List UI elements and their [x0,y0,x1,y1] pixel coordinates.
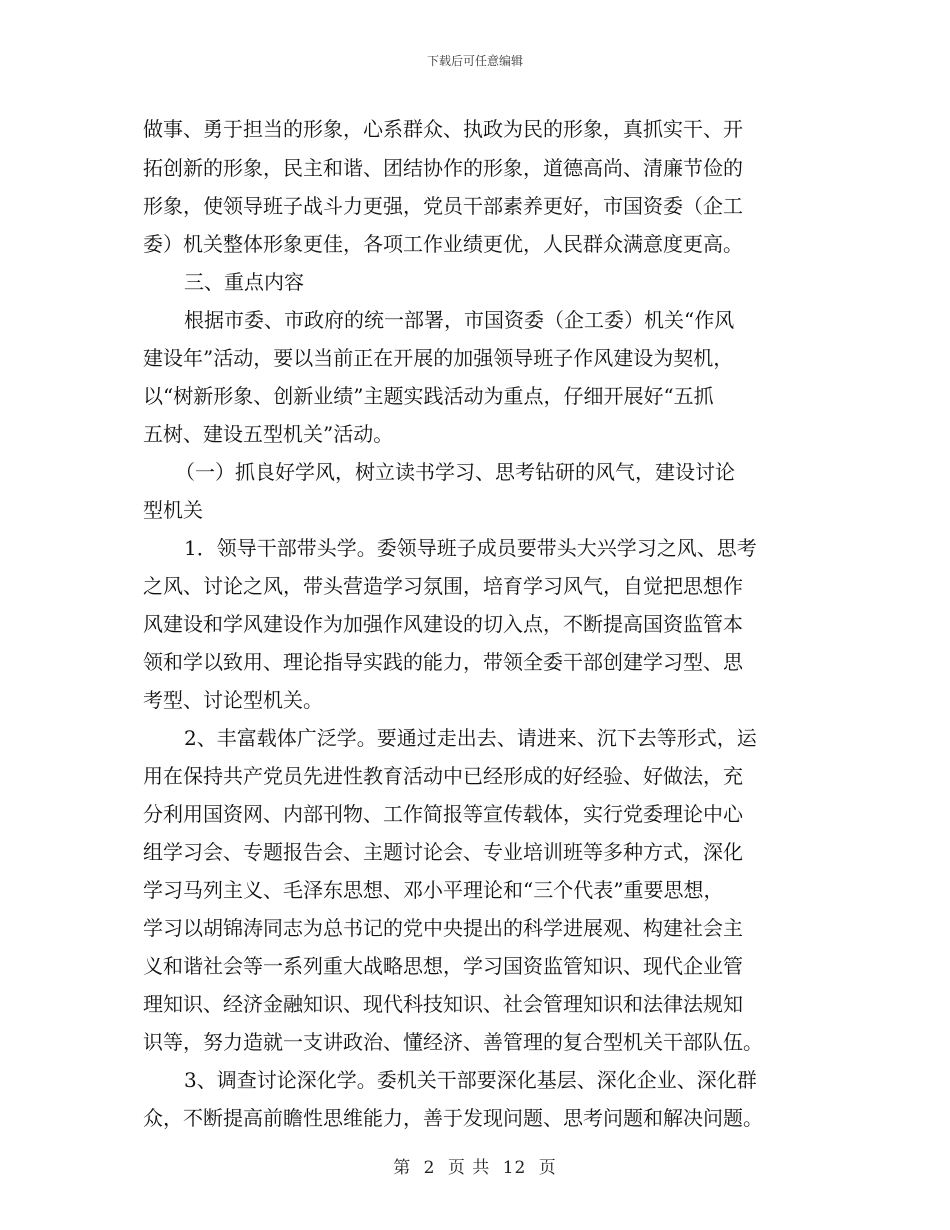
text-line: 考型、讨论型机关。 [143,688,323,712]
page-header: 下载后可任意编辑 [426,54,523,68]
text-line: 做事、勇于担当的形象，心系群众、执政为民的形象，真抓实干、开 [143,117,743,141]
subsection-heading: （一）抓良好学风，树立读书学习、思考钻研的风气，建设讨论 [175,460,735,484]
text-line: 理知识、经济金融知识、现代科技知识、社会管理知识和法律法规知 [143,992,743,1016]
page-footer [0,1153,950,1178]
text-line: 学习以胡锦涛同志为总书记的党中央提出的科学进展观、构建社会主 [143,916,743,940]
text-line: 识等，努力造就一支讲政治、懂经济、善管理的复合型机关干部队伍。 [143,1030,763,1054]
text-line: 用在保持共产党员先进性教育活动中已经形成的好经验、好做法，充 [143,764,743,788]
text-line: 以“树新形象、创新业绩”主题实践活动为重点，仔细开展好“五抓 [143,384,714,408]
text-line: 委）机关整体形象更佳，各项工作业绩更优，人民群众满意度更高。 [143,232,743,256]
total-page-count: 12 [502,1158,527,1178]
footer-middle: 页 共 [447,1158,491,1178]
text-line: 之风、讨论之风，带头营造学习氛围，培育学习风气，自觉把思想作 [143,574,743,598]
text-line: 组学习会、专题报告会、主题讨论会、专业培训班等多种方式，深化 [143,840,743,864]
text-line: 学习马列主义、毛泽东思想、邓小平理论和“三个代表”重要思想， [143,878,724,902]
text-line: 建设年”活动，要以当前正在开展的加强领导班子作风建设为契机， [143,346,734,370]
text-line: 义和谐社会等一系列重大战略思想，学习国资监管知识、现代企业管 [143,954,743,978]
text-line: 3、调查讨论深化学。委机关干部要深化基层、深化企业、深化群 [184,1068,757,1092]
text-line: 分利用国资网、内部刊物、工作简报等宣传载体，实行党委理论中心 [143,802,743,826]
text-line: 领和学以致用、理论指导实践的能力，带领全委干部创建学习型、思 [143,650,743,674]
text-line: 众，不断提高前瞻性思维能力，善于发现问题、思考问题和解决问题。 [143,1106,763,1130]
text-line: 形象，使领导班子战斗力更强，党员干部素养更好，市国资委（企工 [143,194,743,218]
text-line: 拓创新的形象，民主和谐、团结协作的形象，道德高尚、清廉节俭的 [143,156,743,180]
footer-suffix: 页 [538,1158,557,1178]
text-line: 五树、建设五型机关”活动。 [143,422,394,446]
current-page-number: 2 [423,1158,436,1178]
section-heading: 三、重点内容 [184,270,304,294]
footer-prefix: 第 [393,1158,412,1178]
text-line: 2、丰富载体广泛学。要通过走出去、请进来、沉下去等形式，运 [184,726,757,750]
subsection-heading: 型机关 [143,498,203,522]
text-line: 根据市委、市政府的统一部署，市国资委（企工委）机关“作风 [184,308,735,332]
text-line: 风建设和学风建设作为加强作风建设的切入点，不断提高国资监管本 [143,612,743,636]
text-line: 1．领导干部带头学。委领导班子成员要带头大兴学习之风、思考 [184,536,757,560]
